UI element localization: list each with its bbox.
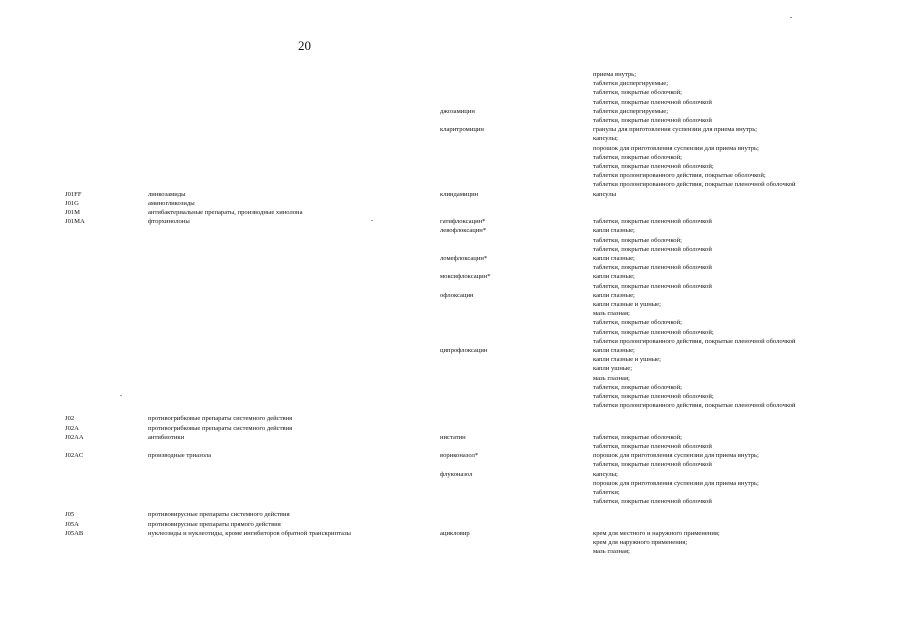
dosage-form-line: капли глазные;	[593, 255, 635, 262]
dosage-form-line: порошок для приготовления суспензии для приема внутрь;	[593, 144, 759, 152]
dosage-form-line: капсулы;	[593, 135, 618, 143]
dosage-form-line: капли глазные и ушные;	[593, 301, 661, 308]
dosage-forms	[593, 346, 796, 410]
dosage-form-line: таблетки, покрытые оболочкой;	[593, 319, 682, 327]
drug-name: джозамицин	[440, 107, 475, 115]
dosage-form-line: капли глазные;	[593, 227, 635, 235]
atc-code: J01MA	[65, 218, 85, 226]
drug-name: моксифлоксацин*	[440, 273, 491, 281]
dosage-forms	[593, 107, 712, 125]
atc-code: J05AB	[65, 529, 84, 537]
dosage-form-line: таблетки, покрытые пленочной оболочкой	[593, 498, 712, 506]
atc-code: J02AA	[65, 433, 84, 441]
atc-code: J01M	[65, 209, 81, 216]
dosage-form-line: таблетки диспергируемые;	[593, 80, 669, 88]
dosage-forms	[593, 70, 712, 107]
dosage-form-line: таблетки, покрытые оболочкой;	[593, 89, 682, 97]
atc-group-name: антибактериальные препараты, производные хинолона	[148, 209, 303, 216]
dosage-form-line: таблетки, покрытые пленочной оболочкой	[593, 282, 712, 290]
dosage-form-line: таблетки, покрытые оболочкой;	[593, 153, 682, 161]
atc-group-name: аминогликозиды	[148, 199, 195, 207]
drug-name: нистатин	[440, 433, 466, 441]
dosage-forms	[593, 433, 712, 451]
scan-speck	[371, 220, 373, 221]
dosage-form-line: крем для местного и наружного применения;	[593, 529, 720, 537]
atc-code: J02AC	[65, 452, 84, 460]
drug-name: клиндамицин	[440, 190, 479, 198]
dosage-form-line: порошок для приготовления суспензии для приема внутрь;	[593, 479, 759, 487]
dosage-forms	[593, 226, 712, 254]
drug-name: вориконазол*	[440, 452, 479, 460]
dosage-form-line: мазь глазная;	[593, 310, 630, 318]
dosage-form-line: таблетки, покрытые пленочной оболочкой	[593, 117, 712, 124]
dosage-form-line: таблетки, покрытые пленочной оболочкой	[593, 245, 712, 253]
drug-name: левофлоксацин*	[440, 227, 487, 235]
atc-group-name: фторхинолоны	[148, 218, 190, 226]
dosage-forms	[593, 451, 759, 469]
dosage-form-line: капсулы	[593, 190, 617, 198]
dosage-form-line: таблетки;	[593, 489, 620, 496]
dosage-forms	[593, 291, 796, 346]
drug-name: кларитромицин	[440, 126, 484, 134]
drug-name: ацикловир	[440, 529, 470, 537]
dosage-form-line: таблетки, покрытые пленочной оболочкой;	[593, 393, 714, 401]
dosage-form-line: таблетки, покрытые пленочной оболочкой	[593, 218, 712, 226]
dosage-form-line: таблетки, покрытые пленочной оболочкой	[593, 461, 712, 469]
drug-name: ципрофлоксацин	[440, 347, 488, 354]
dosage-forms	[593, 272, 712, 290]
dosage-form-line: таблетки пролонгированного действия, покрытые пленочной оболочкой	[593, 337, 796, 345]
atc-group-name: антибиотики	[148, 433, 185, 441]
dosage-form-line: гранулы для приготовления суспензии для приема внутрь;	[593, 126, 758, 134]
atc-code: J02A	[65, 424, 79, 432]
dosage-form-line: таблетки, покрытые пленочной оболочкой	[593, 443, 712, 450]
drug-name: ломефлоксацин*	[440, 255, 488, 262]
dosage-form-line: таблетки пролонгированного действия, покрытые пленочной оболочкой	[593, 181, 796, 189]
dosage-form-line: таблетки, покрытые пленочной оболочкой;	[593, 328, 714, 336]
dosage-forms	[593, 125, 796, 189]
atc-group-name: противогрибковые препараты системного действия	[148, 415, 293, 423]
scan-speck	[120, 395, 122, 396]
atc-code: J01G	[65, 199, 79, 207]
dosage-forms	[593, 190, 616, 199]
dosage-form-line: капли глазные;	[593, 273, 635, 281]
dosage-form-line: крем для наружного применения;	[593, 539, 688, 546]
dosage-form-line: таблетки пролонгированного действия, покрытые оболочкой;	[593, 172, 766, 180]
atc-group-name: производные триазола	[148, 452, 212, 460]
dosage-forms	[593, 470, 759, 507]
dosage-form-line: капли глазные и ушные;	[593, 356, 661, 364]
drug-name: гатифлоксацин*	[440, 218, 486, 226]
dosage-form-line: приема внутрь;	[593, 71, 637, 78]
atc-code: J02	[65, 415, 75, 423]
dosage-form-line: таблетки диспергируемые;	[593, 107, 669, 115]
atc-group-name: противовирусные препараты системного действия	[148, 511, 290, 519]
drug-name: офлоксацин	[440, 291, 474, 299]
drug-name: флуконазол	[440, 470, 473, 478]
atc-group-name: противовирусные препараты прямого действия	[148, 520, 281, 528]
dosage-form-line: капли глазные;	[593, 291, 635, 299]
dosage-form-line: таблетки, покрытые пленочной оболочкой;	[593, 163, 714, 170]
atc-code: J01FF	[65, 190, 82, 198]
dosage-form-line: капли глазные;	[593, 347, 635, 354]
dosage-forms	[593, 217, 712, 226]
atc-group-name: нуклеозиды и нуклеотиды, кроме ингибиторов обратной транскриптазы	[148, 529, 351, 537]
dosage-forms	[593, 254, 712, 272]
dosage-form-line: таблетки, покрытые оболочкой;	[593, 383, 682, 391]
dosage-form-line: таблетки, покрытые пленочной оболочкой	[593, 264, 712, 272]
dosage-form-line: мазь глазная;	[593, 548, 630, 556]
dosage-form-line: таблетки пролонгированного действия, покрытые пленочной оболочкой	[593, 402, 796, 410]
page-number: 20	[298, 38, 311, 53]
dosage-form-line: таблетки, покрытые оболочкой;	[593, 433, 682, 441]
dosage-form-line: таблетки, покрытые пленочной оболочкой	[593, 98, 712, 106]
dosage-form-line: капли ушные;	[593, 365, 633, 373]
atc-group-name: линкозамиды	[148, 190, 186, 198]
dosage-form-line: капсулы;	[593, 470, 618, 478]
dosage-form-line: порошок для приготовления суспензии для приема внутрь;	[593, 452, 759, 460]
atc-group-name: противогрибковые препараты системного действия	[148, 424, 293, 432]
atc-code: J05A	[65, 520, 79, 528]
dosage-form-line: таблетки, покрытые оболочкой;	[593, 236, 682, 244]
scan-speck	[790, 17, 792, 18]
atc-code: J05	[65, 511, 75, 519]
dosage-forms	[593, 529, 720, 557]
dosage-form-line: мазь глазная;	[593, 374, 630, 382]
